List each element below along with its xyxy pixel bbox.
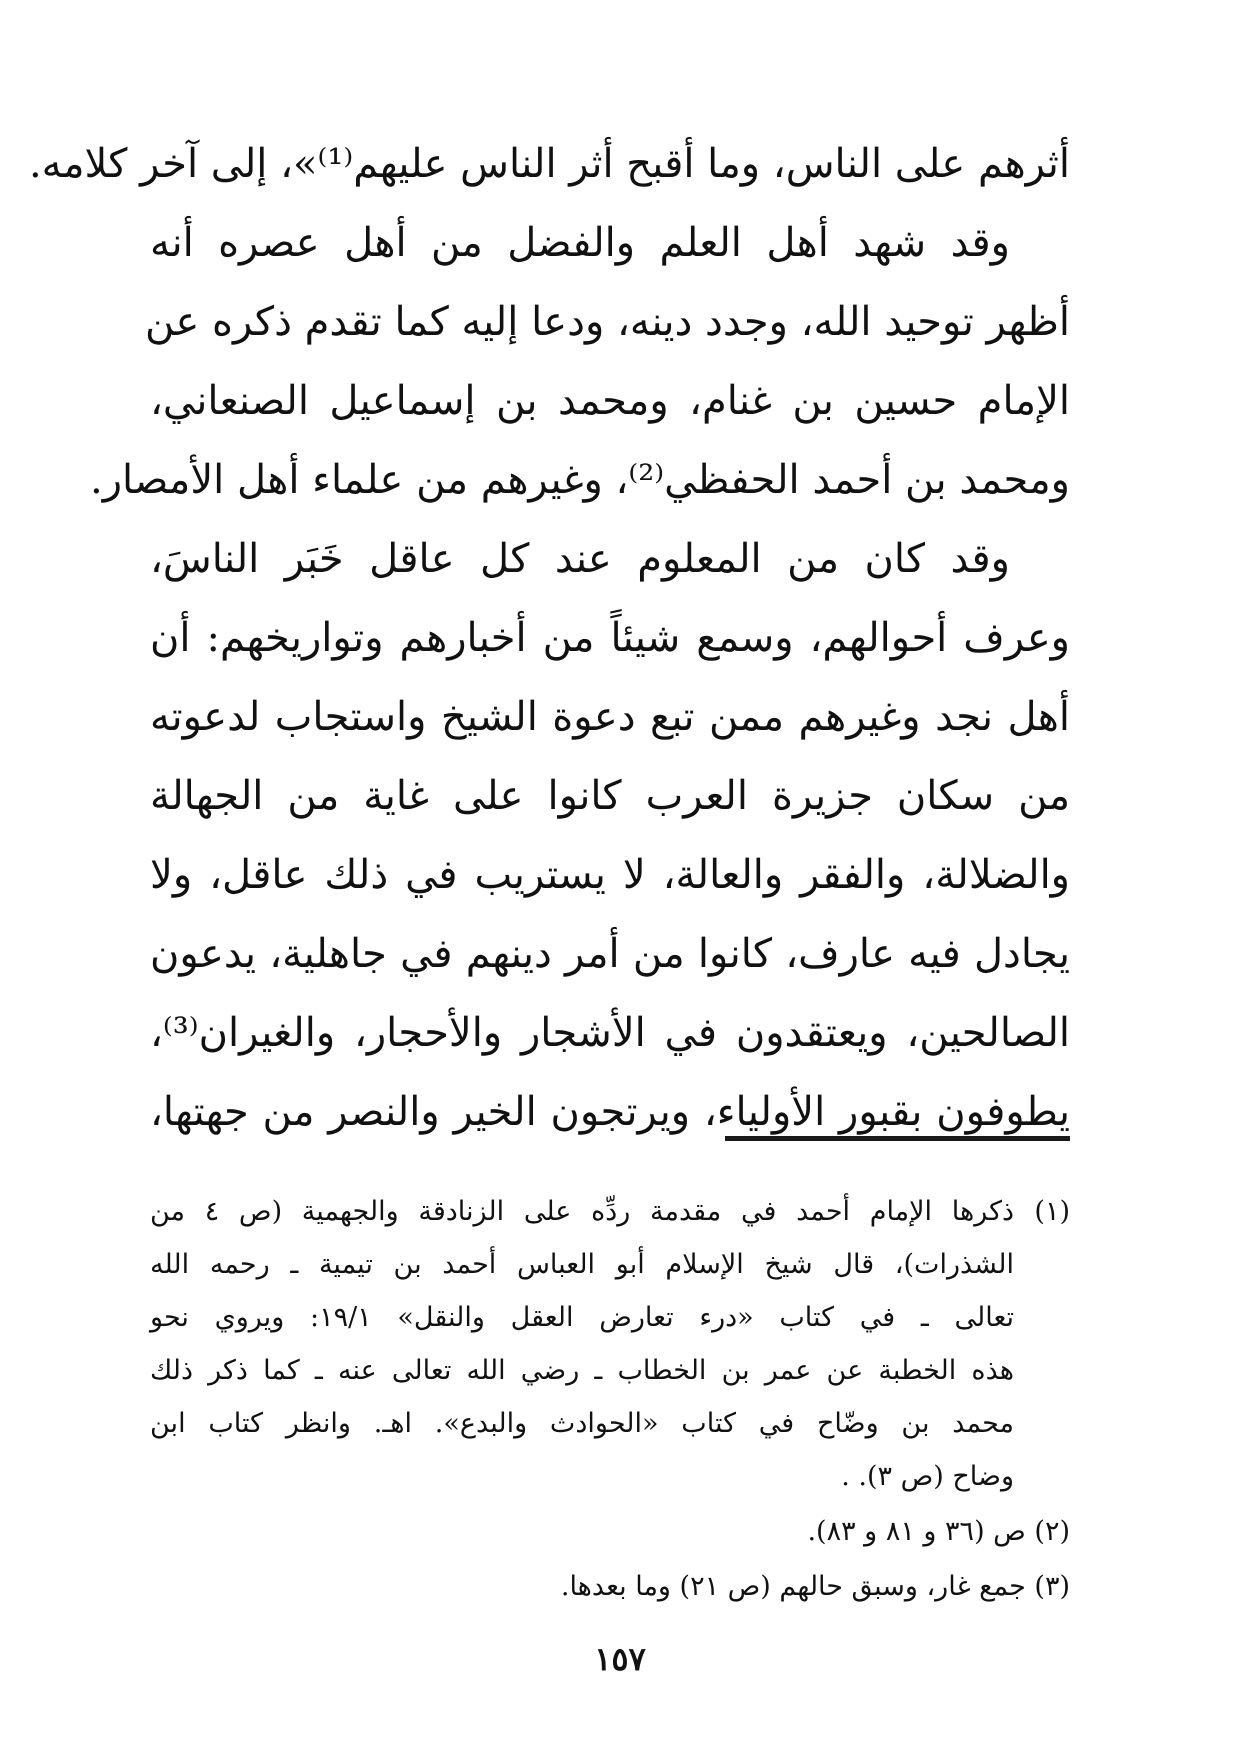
footnote-3: [150, 1560, 1070, 1613]
text-line: وعرف أحوالهم، وسمع شيئاً من أخبارهم وتواريخهم: أن: [150, 615, 1070, 661]
footnote-line: ذكرها الإمام أحمد في مقدمة ردِّه على الزنادقة والجهمية (ص ٤ من: [150, 1196, 1014, 1227]
page-number: ١٥٧: [594, 1640, 646, 1678]
footnote-line: وضاح (ص ٣). .: [841, 1461, 1014, 1492]
footnote-number: (١): [1034, 1196, 1070, 1227]
footnotes: [150, 1185, 1070, 1615]
text-line: وقد كان من المعلوم عند كل عاقل خَبَر الناسَ،: [150, 536, 1010, 582]
text-line: يطوفون بقبور الأولياء، ويرتجون الخير والنصر من جهتها،: [150, 1089, 1070, 1135]
footnote-line: (٢) ص (٣٦ و ٨١ و ٨٣).: [807, 1516, 1070, 1547]
text-line: أظهر توحيد الله، وجدد دينه، ودعا إليه كما تقدم ذكره عن: [145, 299, 1070, 345]
main-text: [28, 125, 1070, 1152]
text-line: وقد شهد أهل العلم والفضل من أهل عصره أنه: [150, 220, 1010, 266]
text-line: يجادل فيه عارف، كانوا من أمر دينهم في جاهلية، يدعون: [150, 931, 1070, 977]
text-line: الصالحين، ويعتقدون في الأشجار والأحجار، والغيران⁽³⁾،: [150, 1010, 1070, 1056]
footnote-line: (٣) جمع غار، وسبق حالهم (ص ٢١) وما بعدها.: [560, 1571, 1070, 1602]
text-line: من سكان جزيرة العرب كانوا على غاية من الجهالة: [150, 773, 1070, 819]
text-line: أهل نجد وغيرهم ممن تبع دعوة الشيخ واستجاب لدعوته: [150, 694, 1070, 740]
footnote-line: هذه الخطبة عن عمر بن الخطاب ـ رضي الله تعالى عنه ـ كما ذكر ذلك: [150, 1355, 1014, 1386]
text-line: ومحمد بن أحمد الحفظي⁽²⁾، وغيرهم من علماء أهل الأمصار.: [89, 457, 1070, 503]
text-line: أثرهم على الناس، وما أقبح أثر الناس عليهم⁽¹⁾»، إلى آخر كلامه.: [28, 141, 1070, 187]
footnote-line: محمد بن وضّاح في كتاب «الحوادث والبدع». اهـ. وانظر كتاب ابن: [150, 1408, 1014, 1439]
text-line: الإمام حسين بن غنام، ومحمد بن إسماعيل الصنعاني،: [150, 378, 1070, 424]
footnote-line: تعالى ـ في كتاب «درء تعارض العقل والنقل» ١٩/١: ويروي نحو: [150, 1302, 1015, 1333]
footnote-1: [150, 1185, 1070, 1503]
footnote-line: الشذرات)، قال شيخ الإسلام أبو العباس أحمد بن تيمية ـ رحمه الله: [150, 1249, 1014, 1280]
footnote-divider: [725, 1136, 1070, 1141]
footnote-2: [150, 1505, 1070, 1558]
text-line: والضلالة، والفقر والعالة، لا يستريب في ذلك عاقل، ولا: [150, 852, 1070, 898]
